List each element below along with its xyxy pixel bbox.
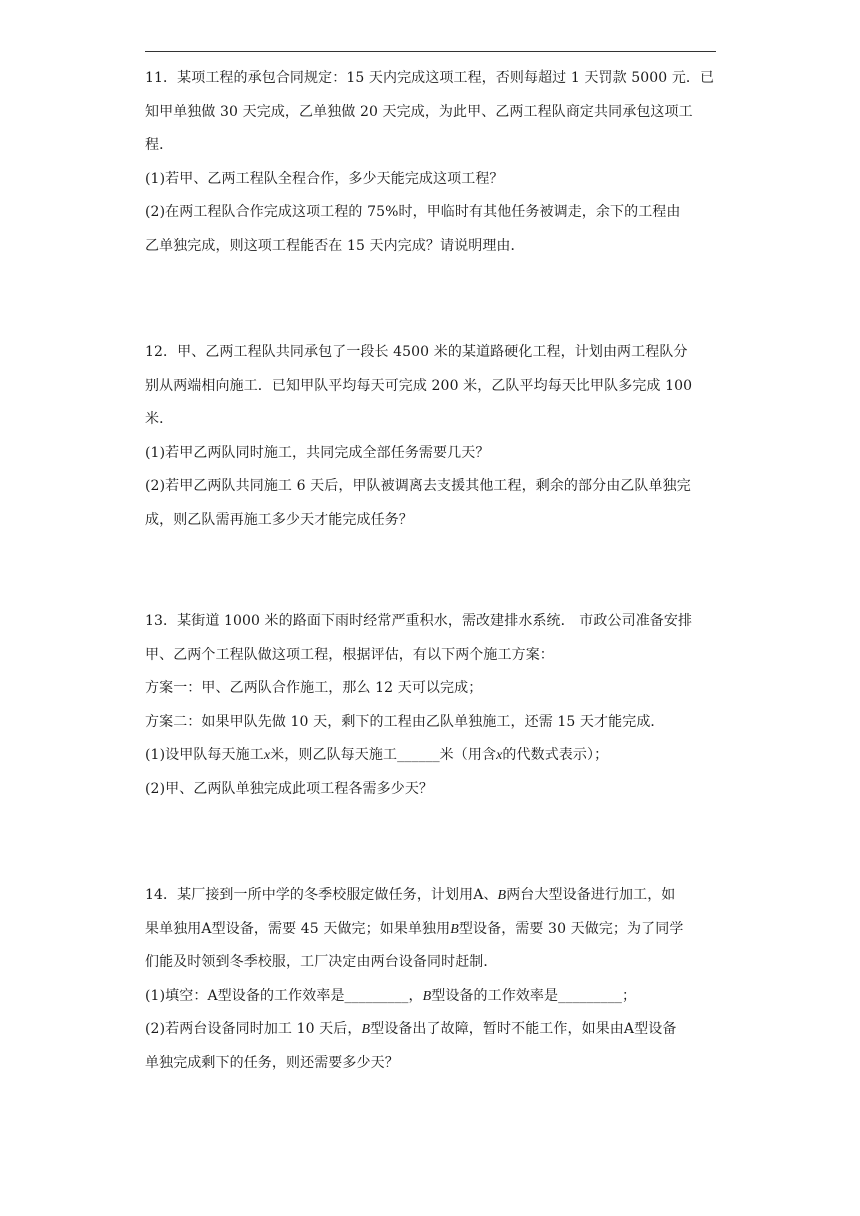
- question-2: [145, 1013, 720, 1047]
- problem-13: [145, 605, 720, 807]
- variable-x: x: [496, 748, 503, 764]
- problem-text-line: 11．某项工程的承包合同规定：15 天内完成这项工程，否则每超过 1 天罚款 5000 元．已: [145, 70, 715, 86]
- text-fragment: 型设备，需要 45 天做完；如果单独用: [211, 920, 451, 937]
- question-1: (1)若甲、乙两工程队全程合作，多少天能完成这项工程？: [145, 170, 504, 187]
- question-2: (2)在两工程队合作完成这项工程的 75%时，甲临时有其他任务被调走，余下的工程由: [145, 204, 681, 221]
- question-1: [145, 980, 720, 1014]
- text-fragment: 的代数式表示）；: [502, 747, 609, 764]
- problem-text-line: 程．: [145, 137, 174, 154]
- header-rule: [145, 51, 716, 52]
- problem-text-line: 知甲单独做 30 天完成，乙单独做 20 天完成，为此甲、乙两工程队商定共同承包这项工: [145, 103, 693, 120]
- problem-text-line: 13．某街道 1000 米的路面下雨时经常严重积水，需改建排水系统． 市政公司准备安排: [145, 613, 693, 629]
- question-1: (1)若甲乙两队同时施工，共同完成全部任务需要几天？: [145, 444, 490, 461]
- variable-a: A: [623, 1021, 635, 1038]
- text-fragment: (2)若两台设备同时加工 10 天后，: [145, 1021, 362, 1038]
- variable-b: B: [422, 988, 432, 1004]
- text-fragment: 型设备的工作效率是_________，: [217, 987, 423, 1004]
- problem-11: [145, 62, 720, 264]
- text-fragment: 型设备的工作效率是_________；: [431, 987, 637, 1004]
- text-fragment: 型设备: [634, 1021, 677, 1038]
- question-2: (2)若甲乙两队共同施工 6 天后，甲队被调离去支援其他工程，剩余的部分由乙队单独完: [145, 478, 691, 495]
- text-fragment: 米，则乙队每天施工______米（用含: [270, 747, 497, 764]
- plan-two: 方案二：如果甲队先做 10 天，剩下的工程由乙队单独施工，还需 15 天才能完成．: [145, 713, 665, 730]
- variable-b: B: [450, 921, 459, 937]
- plan-one: 方案一：甲、乙两队合作施工，那么 12 天可以完成；: [145, 680, 483, 697]
- question-2: (2)甲、乙两队单独完成此项工程各需多少天？: [145, 780, 434, 797]
- problem-text-line: 甲、乙两个工程队做这项工程，根据评估，有以下两个施工方案：: [145, 646, 554, 663]
- problem-text-line: [145, 913, 720, 947]
- variable-a: A: [207, 987, 218, 1004]
- text-fragment: 、: [483, 887, 498, 903]
- variable-a: A: [201, 920, 212, 937]
- variable-a: A: [473, 887, 484, 903]
- question-1: [145, 739, 720, 773]
- text-fragment: 两台大型设备进行加工，如: [506, 887, 676, 903]
- text-fragment: 14．某厂接到一所中学的冬季校服定做任务，计划用: [145, 887, 474, 903]
- text-fragment: 型设备出了故障，暂时不能工作，如果由: [370, 1021, 624, 1038]
- text-fragment: (1)设甲队每天施工: [145, 747, 264, 764]
- text-fragment: 果单独用: [145, 920, 202, 937]
- problem-text-line: [145, 879, 720, 913]
- problem-14: [145, 879, 720, 1081]
- problem-text-line: 们能及时领到冬季校服，工厂决定由两台设备同时赶制．: [145, 954, 498, 971]
- variable-b: B: [361, 1022, 371, 1038]
- problem-text-line: 米．: [145, 411, 174, 428]
- question-2-cont: 单独完成剩下的任务，则还需要多少天？: [145, 1054, 399, 1071]
- question-2-cont: 乙单独完成，则这项工程能否在 15 天内完成？请说明理由．: [145, 237, 525, 254]
- question-2-cont: 成，则乙队需再施工多少天才能完成任务？: [145, 511, 413, 528]
- problem-12: [145, 336, 720, 538]
- text-fragment: 型设备，需要 30 天做完；为了同学: [458, 920, 684, 937]
- variable-b: B: [497, 888, 507, 903]
- problem-text-line: 别从两端相向施工．已知甲队平均每天可完成 200 米，乙队平均每天比甲队多完成 100: [145, 377, 693, 394]
- variable-x: x: [263, 748, 271, 764]
- text-fragment: (1)填空：: [145, 987, 208, 1004]
- problem-text-line: 12．甲、乙两工程队共同承包了一段长 4500 米的某道路硬化工程，计划由两工程队分: [145, 344, 688, 360]
